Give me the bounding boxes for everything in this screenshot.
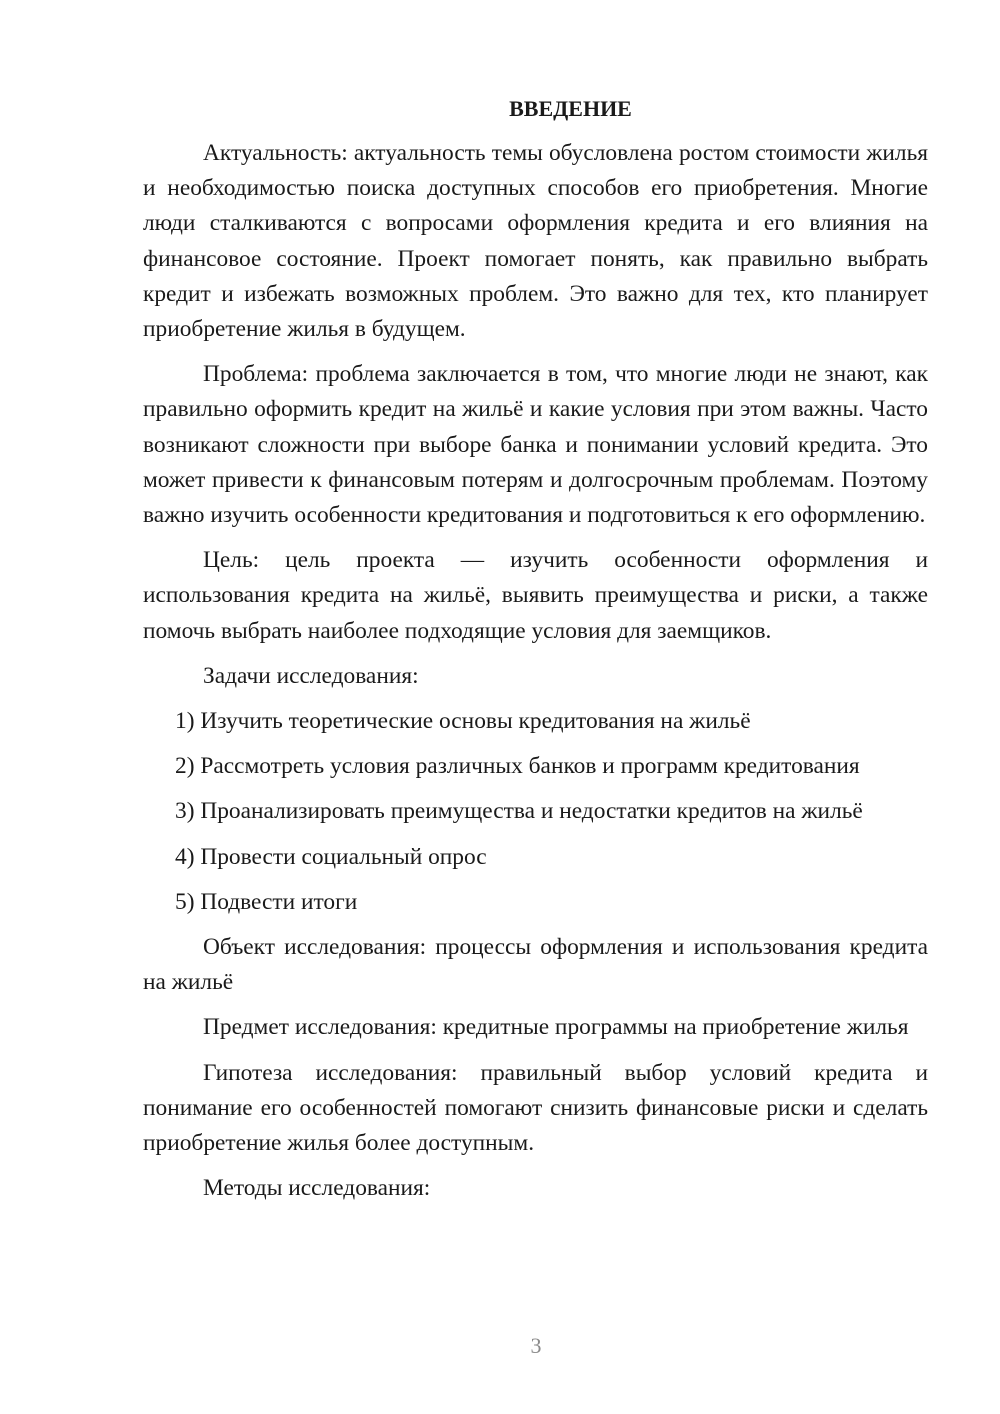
- tasks-list: [143, 704, 928, 920]
- list-item: 4) Провести социальный опрос: [175, 843, 487, 870]
- paragraph-problem: Проблема: проблема заключается в том, что многие люди не знают, как правильно оформить кредит на жильё и какие условия при этом важны. Часто возникают сложности при выборе банка и понимании условий кредита. Это может привести к финансовым потерям и долгосрочным проблемам. Поэтому важно изучить особенности кредитования и подготовиться к его оформлению.: [143, 361, 928, 529]
- paragraph-methods-heading: Методы исследования:: [203, 1175, 431, 1202]
- paragraph-tasks-heading: Задачи исследования:: [203, 662, 419, 689]
- list-item: 2) Рассмотреть условия различных банков и программ кредитования: [175, 753, 860, 780]
- paragraph-relevance: Актуальность: актуальность темы обусловлена ростом стоимости жилья и необходимостью поиска доступных способов его приобретения. Многие люди сталкиваются с вопросами оформления кредита и его влияния на финансовое состояние. Проект помогает понять, как правильно выбрать кредит и избежать возможных проблем. Это важно для тех, кто планирует приобретение жилья в будущем.: [143, 140, 928, 343]
- page-content: [143, 94, 928, 1216]
- list-item: 1) Изучить теоретические основы кредитования на жильё: [175, 708, 751, 735]
- list-item: 3) Проанализировать преимущества и недостатки кредитов на жильё: [175, 798, 863, 825]
- paragraph-object: Объект исследования: процессы оформления и использования кредита на жильё: [143, 934, 928, 996]
- paragraph-subject: Предмет исследования: кредитные программы на приобретение жилья: [203, 1014, 909, 1041]
- paragraph-hypothesis: Гипотеза исследования: правильный выбор условий кредита и понимание его особенностей помогают снизить финансовые риски и сделать приобретение жилья более доступным.: [143, 1059, 928, 1157]
- section-heading: ВВЕДЕНИЕ: [509, 96, 632, 121]
- paragraph-goal: Цель: цель проекта — изучить особенности оформления и использования кредита на жильё, выявить преимущества и риски, а также помочь выбрать наиболее подходящие условия для заемщиков.: [143, 547, 928, 644]
- list-item: 5) Подвести итоги: [175, 888, 358, 915]
- page-number: 3: [530, 1333, 542, 1358]
